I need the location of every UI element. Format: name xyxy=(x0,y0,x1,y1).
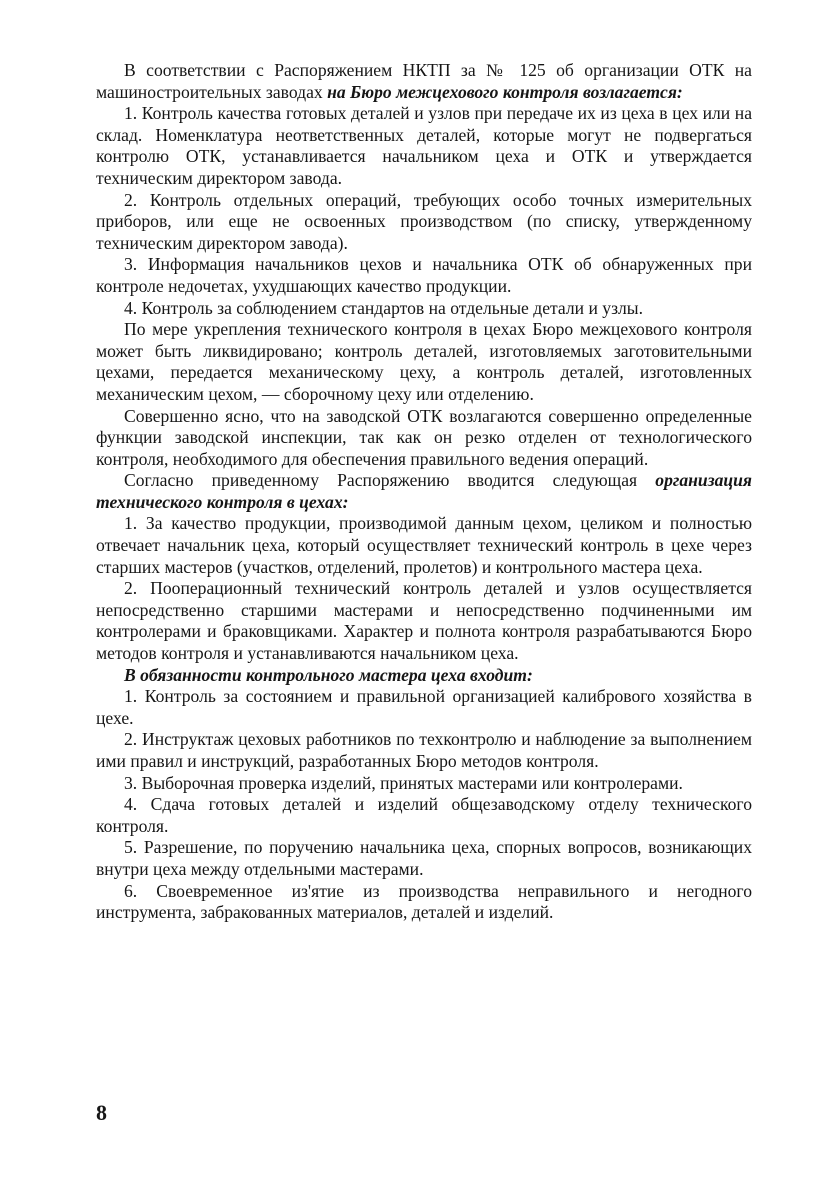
duty-item-5: 5. Разрешение, по поручению начальника цеха, спорных вопросов, возникающих внутри цеха между отдельными мастерами. xyxy=(96,837,752,879)
intro-emphasis: на Бюро межцехового контроля возлагается: xyxy=(327,81,683,102)
duty-item-3: 3. Выборочная проверка изделий, принятых мастерами или контролерами. xyxy=(124,772,683,793)
paragraph-organization: Согласно приведенному Распоряжению вводится следующая организация технического контроля в цехах: xyxy=(96,470,752,512)
list-item-4: 4. Контроль за соблюдением стандартов на отдельные детали и узлы. xyxy=(124,297,644,318)
duties-emphasis: В обязанности контрольного мастера цеха входит: xyxy=(124,664,533,685)
list-item-1: 1. Контроль качества готовых деталей и узлов при передаче их из цеха в цех или на склад. Номенклатура неответственных деталей, которые могут не подвергаться контролю ОТК, устанавливается начальником цеха и ОТК и утверждается техническим директором завода. xyxy=(96,103,752,188)
duty-item-1: 1. Контроль за состоянием и правильной организацией калибрового хозяйства в цехе. xyxy=(96,686,752,728)
org-item-1: 1. За качество продукции, производимой данным цехом, целиком и полностью отвечает начальник цеха, который осуществляет технический контроль в цехе через старших мастеров (участков, отделений, пролетов) и контрольного мастера цеха. xyxy=(96,513,752,577)
org-item-2: 2. Пооперационный технический контроль деталей и узлов осуществляется непосредственно старшими мастерами и непосредственно подчиненными им контролерами и браковщиками. Характер и полнота контроля разрабатываются Бюро методов контроля и устанавливаются начальником цеха. xyxy=(96,578,752,664)
organization-emphasis: организация технического контроля в цехах: xyxy=(96,470,752,512)
duties-heading xyxy=(96,665,752,687)
list-item-3: 3. Информация начальников цехов и начальника ОТК об обнаруженных при контроле недочетах, ухудшающих качество продукции. xyxy=(96,254,752,296)
paragraph-inspection: Совершенно ясно, что на заводской ОТК возлагаются совершенно определенные функции заводской инспекции, так как он резко отделен от технологического контроля, необходимого для обеспечения правильного ведения операций. xyxy=(96,405,752,469)
paragraph-intro: В соответствии с Распоряжением НКТП за № 125 об организации ОТК на машиностроительных заводах на Бюро межцехового контроля возлагается: xyxy=(96,60,752,102)
list-item-2: 2. Контроль отдельных операций, требующих особо точных измерительных приборов, или еще не освоенных производством (по списку, утвержденному техническим директором завода). xyxy=(96,189,752,253)
duty-item-2: 2. Инструктаж цеховых работников по техконтролю и наблюдение за выполнением ими правил и инструкций, разработанных Бюро методов контроля. xyxy=(96,729,752,771)
duty-item-4: 4. Сдача готовых деталей и изделий общезаводскому отделу технического контроля. xyxy=(96,794,752,836)
paragraph-liquidation: По мере укрепления технического контроля в цехах Бюро межцехового контроля может быть ликвидировано; контроль деталей, изготовляемых заготовительными цехами, передается механическому цеху, а контроль деталей, изготовленных механическим цехом, — сборочному цеху или отделению. xyxy=(96,319,752,404)
page-number: 8 xyxy=(96,1100,107,1125)
duty-item-6: 6. Своевременное из'ятие из производства неправильного и негодного инструмента, забракованных материалов, деталей и изделий. xyxy=(96,880,752,923)
page-body xyxy=(96,60,752,924)
